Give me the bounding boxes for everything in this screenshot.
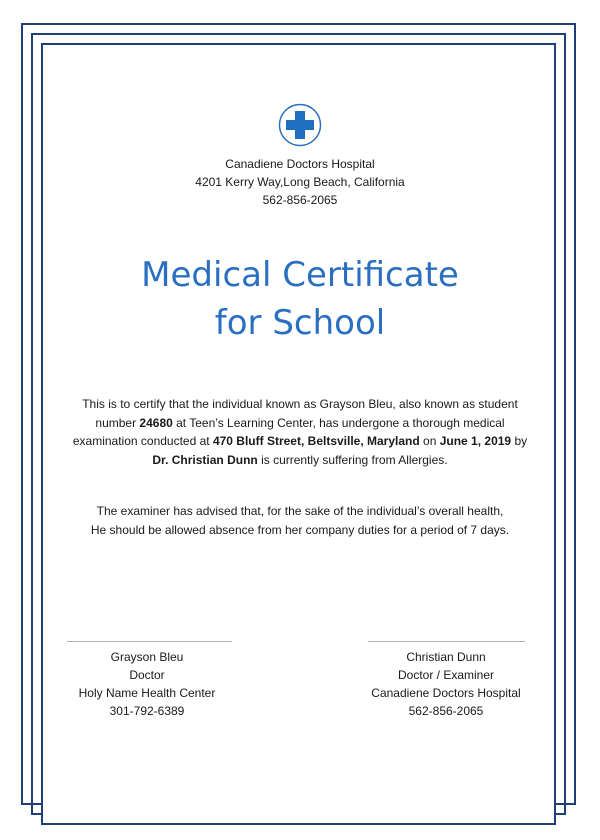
exam-date: June 1, 2019 <box>439 434 512 448</box>
certificate-title-line2: for School <box>214 303 386 343</box>
signatory-role: Doctor <box>129 668 165 682</box>
left-signature-block <box>47 648 247 720</box>
text: number <box>95 415 140 430</box>
exam-address: 470 Bluff Street, Beltsville, Maryland <box>212 434 420 448</box>
left-signature-line <box>67 641 232 642</box>
signatory-org: Holy Name Health Center <box>78 686 216 700</box>
para2-line1: The examiner has advised that, for the sake of the individual’s overall health, <box>96 504 504 518</box>
hospital-phone: 562-856-2065 <box>262 193 338 207</box>
signatory-role: Doctor / Examiner <box>397 668 495 682</box>
hospital-address: 4201 Kerry Way,Long Beach, California <box>195 175 405 189</box>
examiner-name: Dr. Christian Dunn <box>152 452 258 467</box>
certificate-title-line1: Medical Certificate <box>141 255 459 295</box>
para1-line3 <box>0 432 600 451</box>
signatory-phone: 562-856-2065 <box>408 704 484 718</box>
signatory-phone: 301-792-6389 <box>109 704 185 718</box>
medical-cross-icon <box>278 103 322 147</box>
para1-line4 <box>0 451 600 470</box>
signatory-org: Canadiene Doctors Hospital <box>371 686 521 700</box>
text: is currently suffering from Allergies. <box>257 452 448 467</box>
right-signature-line <box>368 641 525 642</box>
right-signature-block <box>346 648 546 720</box>
advice-paragraph <box>0 502 600 539</box>
text: at Teen’s Learning Center, has undergone a thorough medical <box>172 415 505 430</box>
para1-line1: This is to certify that the individual known as Grayson Bleu, also known as student <box>82 397 518 411</box>
signatory-name: Grayson Bleu <box>110 650 184 664</box>
para2-line2: He should be allowed absence from her company duties for a period of 7 days. <box>90 522 510 537</box>
text: on <box>419 434 440 448</box>
text: examination conducted at <box>72 434 213 448</box>
text: by <box>511 434 528 448</box>
para1-line2 <box>0 414 600 433</box>
hospital-name: Canadiene Doctors Hospital <box>225 157 375 171</box>
signatory-name: Christian Dunn <box>406 650 486 664</box>
certification-paragraph <box>0 395 600 469</box>
student-number: 24680 <box>139 415 173 430</box>
